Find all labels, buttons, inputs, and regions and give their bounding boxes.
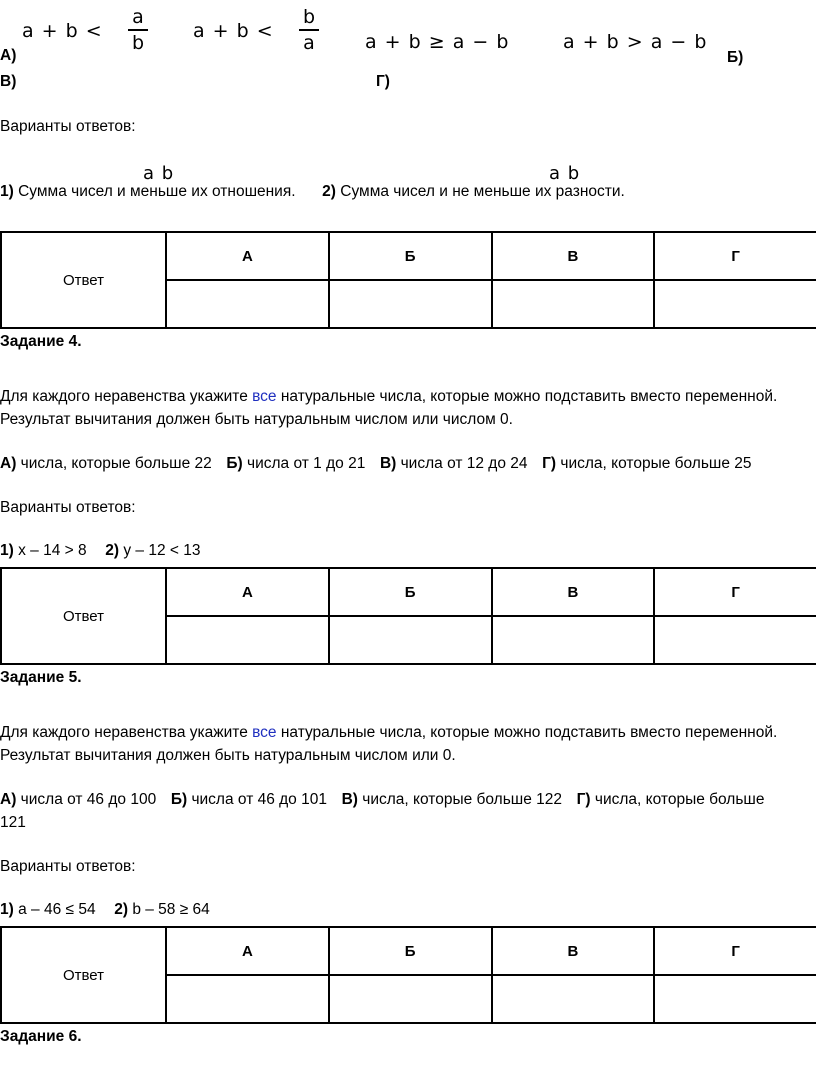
answer-cell[interactable] [329, 616, 492, 664]
expr-c: a + b ≥ a − b [365, 31, 510, 53]
choice-text: числа, которые больше 22 [20, 455, 212, 472]
answer-table [0, 567, 816, 665]
choice-text: числа от 1 до 21 [247, 455, 366, 472]
opt2-variables: a b [549, 163, 581, 184]
task4-title: Задание 4. [0, 333, 82, 350]
option-number: 1) [0, 183, 14, 200]
prompt-highlight: все [252, 724, 277, 741]
prompt-highlight: все [252, 388, 277, 405]
variants-title: Варианты ответов: [0, 118, 136, 135]
option-text: Сумма чисел и не меньше их разности. [340, 183, 625, 200]
option-number: 1) [0, 542, 14, 559]
answer-cell[interactable] [654, 975, 816, 1023]
choice-text: числа от 46 до 101 [191, 791, 327, 808]
prompt-text: Для каждого неравенства укажите [0, 388, 253, 405]
option-text: y – 12 < 13 [123, 542, 201, 559]
task5-prompt [0, 724, 777, 742]
answer-cell[interactable] [492, 616, 655, 664]
expr-d: a + b > a − b [563, 31, 708, 53]
answer-header: Б [329, 568, 492, 616]
expr-b-left: a + b < [193, 20, 274, 42]
answer-header: Б [329, 232, 492, 280]
choice-text: числа, которые больше 122 [362, 791, 563, 808]
answer-cell[interactable] [654, 616, 816, 664]
task4-variants-title: Варианты ответов: [0, 499, 136, 516]
task5-choices [0, 791, 764, 809]
task5-variants-title: Варианты ответов: [0, 858, 136, 875]
answer-cell[interactable] [166, 616, 329, 664]
choice-label: Б) [170, 791, 188, 808]
task5-title: Задание 5. [0, 669, 82, 686]
answer-label: Ответ [1, 927, 166, 1023]
answer-header: В [492, 568, 655, 616]
answer-header: Г [654, 232, 816, 280]
task4-options [0, 542, 201, 560]
expr-a-left: a + b < [22, 20, 103, 42]
choice-text: числа от 46 до 100 [20, 791, 157, 808]
answer-header: А [166, 232, 329, 280]
option-text: b – 58 ≥ 64 [132, 901, 210, 918]
task6-title: Задание 6. [0, 1028, 82, 1045]
expr-b-numerator: b [302, 6, 316, 28]
choice-label: В) [341, 791, 358, 808]
answer-cell[interactable] [166, 975, 329, 1023]
label-b: Б) [727, 49, 744, 66]
expr-b-denominator: a [303, 32, 315, 54]
choice-label: А) [0, 791, 17, 808]
answer-header: В [492, 927, 655, 975]
fraction-bar [128, 29, 148, 31]
prompt-text: Для каждого неравенства укажите [0, 724, 253, 741]
answer-cell[interactable] [492, 975, 655, 1023]
task5-choice-continuation: 121 [0, 814, 26, 831]
expr-b-fraction [297, 6, 321, 54]
answer-header: А [166, 927, 329, 975]
answer-header: Б [329, 927, 492, 975]
fraction-bar [299, 29, 319, 31]
answer-header: В [492, 232, 655, 280]
answer-label: Ответ [1, 568, 166, 664]
task5-options [0, 901, 210, 919]
option-text: a – 46 ≤ 54 [18, 901, 96, 918]
task5-prompt-line2: Результат вычитания должен быть натуральным числом или 0. [0, 747, 456, 764]
option-number: 2) [322, 183, 336, 200]
answer-table [0, 926, 816, 1024]
prompt-text: натуральные числа, которые можно подставить вместо переменной. [276, 724, 778, 741]
expr-a-denominator: b [131, 32, 145, 54]
prompt-text: натуральные числа, которые можно подставить вместо переменной. [276, 388, 778, 405]
option-number: 2) [114, 901, 128, 918]
answer-header: А [166, 568, 329, 616]
choice-text: числа от 12 до 24 [400, 455, 528, 472]
task4-prompt-line2: Результат вычитания должен быть натуральным числом или числом 0. [0, 411, 513, 428]
task4-prompt [0, 388, 777, 406]
expr-a-numerator: a [132, 6, 144, 28]
choice-label: Г) [576, 791, 591, 808]
choice-text: числа, которые больше 25 [560, 455, 752, 472]
choice-text: числа, которые больше [594, 791, 765, 808]
option-number: 2) [105, 542, 120, 559]
option-text: x – 14 > 8 [18, 542, 87, 559]
choice-label: Г) [542, 455, 557, 472]
answer-label: Ответ [1, 232, 166, 328]
choice-label: Б) [226, 455, 243, 472]
answer-table [0, 231, 816, 329]
option-number: 1) [0, 901, 14, 918]
task3-options [0, 183, 625, 201]
label-g: Г) [376, 73, 390, 90]
option-text: Сумма чисел и меньше их отношения. [18, 183, 296, 200]
answer-cell[interactable] [166, 280, 329, 328]
expr-a-fraction [126, 6, 150, 54]
answer-cell[interactable] [329, 280, 492, 328]
label-v: В) [0, 73, 17, 90]
answer-header: Г [654, 927, 816, 975]
opt1-variables: a b [143, 163, 175, 184]
answer-header: Г [654, 568, 816, 616]
choice-label: В) [379, 455, 397, 472]
answer-cell[interactable] [329, 975, 492, 1023]
label-a: А) [0, 47, 17, 64]
choice-label: А) [0, 455, 17, 472]
answer-cell[interactable] [492, 280, 655, 328]
answer-cell[interactable] [654, 280, 816, 328]
task4-choices [0, 455, 752, 473]
